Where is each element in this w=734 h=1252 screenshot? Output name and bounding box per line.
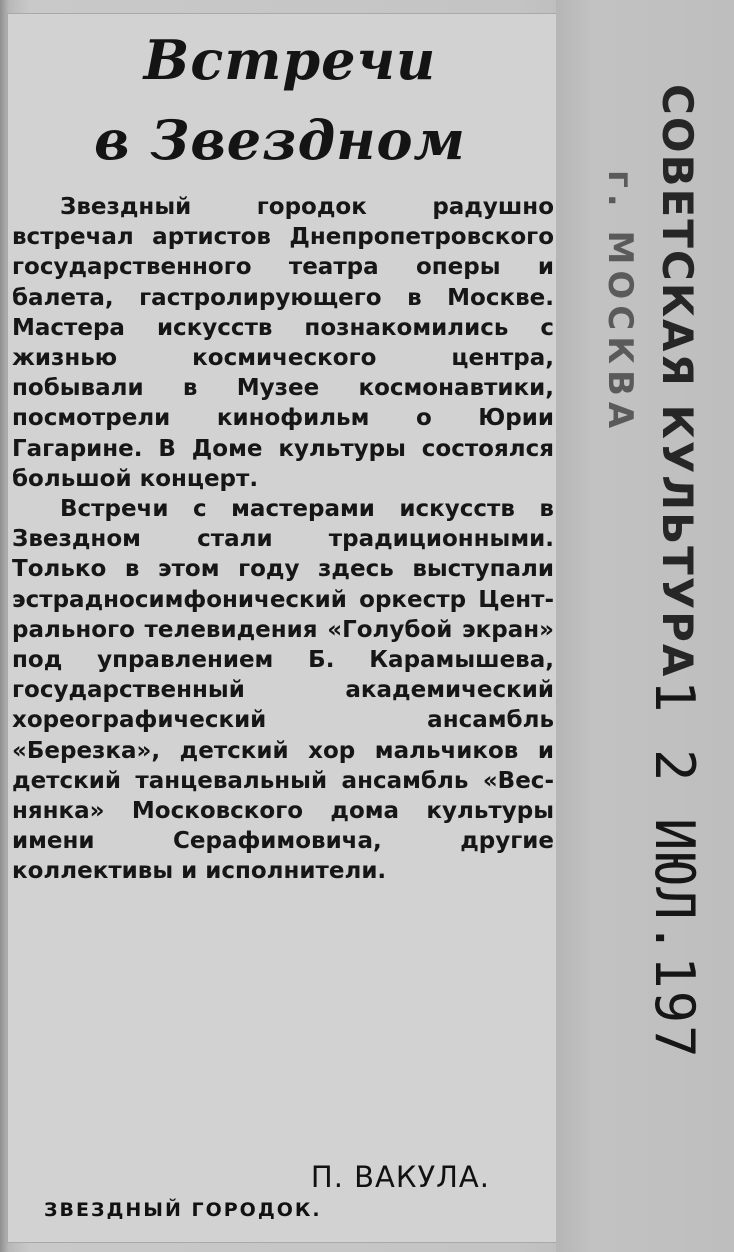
headline-line-1: Встречи <box>143 28 437 92</box>
article-body <box>12 192 554 887</box>
article-paragraph-1: Звездный городок радушно встречал артистов Днепропетровского государственного театра оперы и балета, гастролирующего в Москве. Мастера искусств познакомились с жизнью космического центра, побывали в Музее космонавтики, посмотрели кинофильм о Юрии Гагарине. В Доме культуры состоялся большой концерт. <box>12 194 554 492</box>
dateline-place: ЗВЕЗДНЫЙ ГОРОДОК. <box>44 1199 322 1221</box>
date-stamp: 1 2 ИЮЛ.197 <box>643 680 706 1060</box>
newspaper-stamp <box>562 80 732 679</box>
stamp-newspaper-name: СОВЕТСКАЯ КУЛЬТУРА <box>653 84 702 679</box>
stamp-city: г. МОСКВА <box>600 170 640 435</box>
headline-line-2: в Звездном <box>94 108 466 172</box>
article-paragraph-2: Встречи с мастерами искусств в Звездном стали традиционными. Только в этом году здесь выступали эстрадносимфонический оркестр Центрального телевидения «Голубой экран» под управлением Б. Карамышева, государственный академический хореографический ансамбль «Березка», детский хор мальчиков и детский танцевальный ансамбль «Веснянка» Московского дома культуры имени Серафимовича, другие коллективы и исполнители. <box>12 496 554 885</box>
author-signature: П. ВАКУЛА. <box>310 1160 490 1194</box>
